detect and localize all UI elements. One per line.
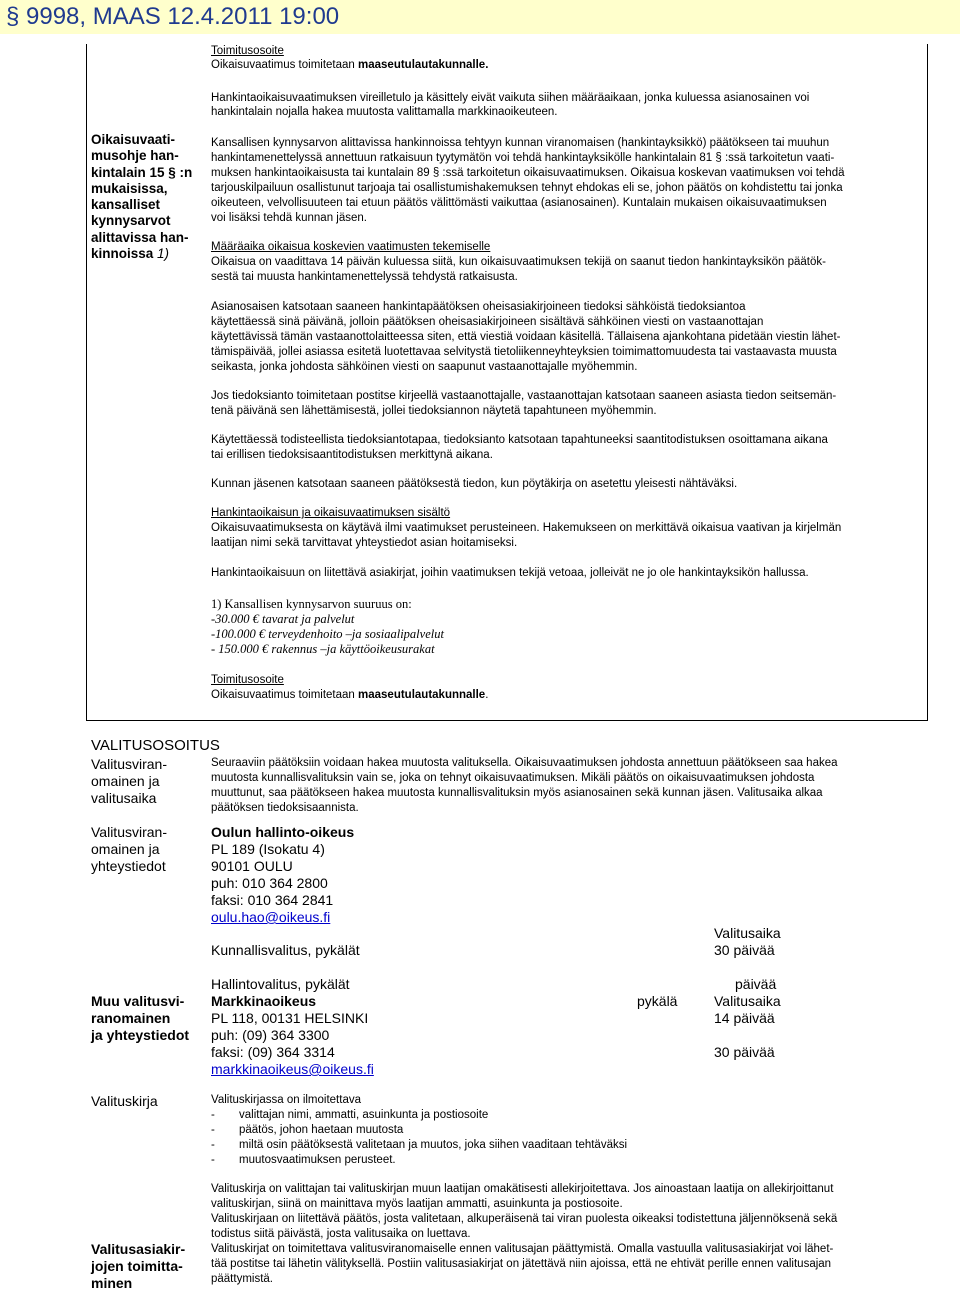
paragraph-line: Hankintaoikaisuvaatimuksen vireilletulo ja käsittely eivät vaikuta siihen määräaikaan, jonka kuluessa asianosainen voi — [211, 92, 810, 104]
paragraph-line: tai erillisen tiedoksisaantitodistuksen merkittynä aikana. — [211, 449, 493, 461]
paragraph-line: käytettäessä sinä päivänä, jolloin päätöksen oheisasiakirjoineen sisältävä sähköinen viesti on vastaanottajan — [211, 316, 764, 328]
paragraph-line: Käytettäessä todisteellista tiedoksiantotapaa, tiedoksianto katsotaan tapahtuneeksi saantitodistuksen osoittamana aikana — [211, 434, 828, 446]
paragraph-line: valituskirjan, siinä on mainittava myös laatijan ammatti, asuinkunta ja postiosoite. — [211, 1198, 623, 1210]
paragraph-line: todistus siitä päivästä, josta valitusaika on luettava. — [211, 1228, 471, 1240]
appeal-letter-label: Valituskirja — [91, 1093, 158, 1109]
paragraph-line: Kunnan jäsenen katsotaan saaneen päätöksestä tiedon, kun pöytäkirja on asetettu yleisesti nähtäväksi. — [211, 478, 738, 490]
appeal-contact-label: Valitusviran- omainen ja yhteystiedot — [91, 824, 167, 874]
paragraph-line: Valituskirjat on toimitettava valitusviranomaiselle ennen valitusajan päättymistä. Omalla vastuulla valitusasiakirjat voi lähet- — [211, 1243, 834, 1255]
paragraph-line: Asianosaisen katsotaan saaneen hankintapäätöksen oheisasiakirjoineen tiedoksi sähköistä tiedoksiantoa — [211, 301, 746, 313]
paragraph-line: päättymistä. — [211, 1273, 273, 1285]
delivery-line: Oikaisuvaatimus toimitetaan maaseutulautakunnalle. — [211, 689, 489, 701]
market-days-1: 14 päivää — [714, 1010, 775, 1026]
paragraph-line: tarjouskilpailuun osallistunut tarjoaja tai osallistumishakemuksen tehnyt ehdokas eli se, johon päätös on kohdistettu tai jonka — [211, 182, 843, 194]
paragraph-line: tää postitse tai lähetin välityksellä. Postiin valitusasiakirjat on jätettävä niin ajoissa, että ne ehtivät perille ennen valitusajan — [211, 1258, 832, 1270]
administrative-appeal: Hallintovalitus, pykälät — [211, 976, 350, 992]
footnote-line: - 150.000 € rakennus –ja käyttöoikeusurakat — [211, 642, 435, 656]
paragraph-line: Hankintaoikaisuun on liitettävä asiakirjat, joihin vaatimuksen tekijä vetoaa, jolleivät ne jo ole hankintayksikön hallussa. — [211, 567, 809, 579]
letter-item: - miltä osin päätöksestä valitetaan ja muutos, joka siihen vaaditaan tehtäväksi — [211, 1139, 628, 1151]
municipal-appeal-days: 30 päivää — [714, 942, 775, 958]
paragraph-line: muutosta kunnallisvalituksin vain se, joka on tehnyt oikaisuvaatimuksen. Mikäli päätös on oikaisuvaatimuksen johdosta — [211, 772, 815, 784]
footnote-line: -30.000 € tavarat ja palvelut — [211, 612, 355, 626]
content-heading: Hankintaoikaisun ja oikaisuvaatimuksen sisältö — [211, 507, 451, 519]
paragraph-line: laatijan nimi sekä tarvittavat yhteystiedot asian hoitamiseksi. — [211, 537, 518, 549]
paragraph-line: päätöksen tiedoksisaannista. — [211, 802, 359, 814]
letter-item: - muutosvaatimuksen perusteet. — [211, 1154, 396, 1166]
court-email-link[interactable]: oulu.hao@oikeus.fi — [211, 909, 331, 925]
appeal-period-label: Valitusaika — [714, 993, 781, 1009]
appeal-period-label: Valitusaika — [714, 925, 781, 941]
market-court-phone: puh: (09) 364 3300 — [211, 1027, 330, 1043]
other-authority-label: Muu valitusvi- ranomainen ja yhteystiedot — [91, 993, 190, 1043]
market-court-fax: faksi: (09) 364 3314 — [211, 1044, 335, 1060]
page-header — [0, 0, 960, 34]
letter-intro: Valituskirjassa on ilmoitettava — [211, 1094, 361, 1106]
paragraph-line: tämispäivää, jollei asiassa esitetä luotettavaa selvitystä tietoliikenneyhteyksien toimimattomuudesta tai vastaavasta muusta — [211, 346, 837, 358]
paragraph-line: Oikaisuvaatimuksesta on käytävä ilmi vaatimukset perusteineen. Hakemukseen on merkittävä oikaisua vaativan ja kirjelmän — [211, 522, 842, 534]
paragraph-line: tenä päivänä sen lähettämisestä, jollei tiedoksiannon näytetä tapahtuneen myöhemmin. — [211, 405, 657, 417]
market-court-name: Markkinaoikeus — [211, 993, 317, 1009]
paragraph-line: Valituskirja on valittajan tai valituskirjan muun laatijan omakätisesti allekirjoitettava. Jos ainoastaan laatija on allekirjoittanut — [211, 1183, 834, 1195]
paragraph-line: käytettävissä tämän vastaanottolaitteessa siten, että viestiä voidaan käsitellä. Tällaisena ajankohtana pidetään viestin lähet- — [211, 331, 841, 343]
documents-delivery-label: Valitusasiakir- jojen toimitta- minen — [91, 1241, 186, 1291]
paragraph-line: muuttunut, saa päätökseen hakea muutosta kunnallisvalituksin myös asianosainen sekä kunnan jäsen. Valitusaika alkaa — [211, 787, 823, 799]
section-title: § 9998, MAAS 12.4.2011 19:00 — [6, 3, 340, 30]
court-fax: faksi: 010 364 2841 — [211, 892, 334, 908]
court-postal: 90101 OULU — [211, 858, 293, 874]
paragraph-line: hankintalain nojalla hakea muutosta valittamalla markkinaoikeuteen. — [211, 106, 558, 118]
sidebar-heading: Oikaisuvaati- musohje han- kintalain 15 § :n mukaisissa, kansalliset kynnysarvot alittavissa han- kinnoissa 1) — [91, 132, 193, 262]
paragraph-line: seikasta, jonka johdosta sähköinen viesti on saapunut vastaanottajalle myöhemmin. — [211, 361, 638, 373]
appeal-title: VALITUSOSOITUS — [91, 737, 220, 754]
municipal-appeal: Kunnallisvalitus, pykälät — [211, 942, 360, 958]
footnote-line: -100.000 € terveydenhoito –ja sosiaalipalvelut — [211, 627, 444, 641]
letter-item: - päätös, johon haetaan muutosta — [211, 1124, 404, 1136]
paragraph-line: Valituskirjaan on liitettävä päätös, josta valitetaan, alkuperäisenä tai viran puolesta oikeaksi todistettuna jäljennöksenä sekä — [211, 1213, 838, 1225]
appeal-authority-label: Valitusviran- omainen ja valitusaika — [91, 756, 167, 806]
letter-item: - valittajan nimi, ammatti, asuinkunta ja postiosoite — [211, 1109, 489, 1121]
court-phone: puh: 010 364 2800 — [211, 875, 328, 891]
paragraph-line: Jos tiedoksianto toimitetaan postitse kirjeellä vastaanottajalle, vastaanottajan katsotaan saaneen asiasta tiedon seitsemän- — [211, 390, 837, 402]
market-court-email-link[interactable]: markkinaoikeus@oikeus.fi — [211, 1061, 374, 1077]
market-days-2: 30 päivää — [714, 1044, 775, 1060]
paragraph-line: sestä tai muusta hankintamenettelyssä tehdystä ratkaisusta. — [211, 271, 518, 283]
paragraph-line: Oikaisua on vaadittava 14 päivän kuluessa siitä, kun oikaisuvaatimuksen tekijä on saanut tiedon hankintayksikön päätök- — [211, 256, 826, 268]
delivery-label: Toimitusosoite — [211, 45, 284, 57]
paragraph-line: muksen hankintaoikaisusta tai kuntalain 89 § :ssä tarkoitetun oikaisuvaatimuksen. Oikaisua koskevan vaatimuksen voi tehdä — [211, 167, 845, 179]
court-address: PL 189 (Isokatu 4) — [211, 841, 325, 857]
footnote-line: 1) Kansallisen kynnysarvon suuruus on: — [211, 597, 412, 611]
administrative-appeal-days: päivää — [735, 976, 777, 992]
paragraph-line: Kansallisen kynnysarvon alittavissa hankinnoissa tehtyyn kunnan viranomaisen (hankintayksikkö) päätökseen tai muuhun — [211, 137, 830, 149]
court-name: Oulun hallinto-oikeus — [211, 824, 355, 840]
paragraph-line: hankintamenettelyssä annettuun ratkaisuun tyytymätön voi tehdä hankintayksikölle hankintalain 81 § :ssä tarkoitetun vaati- — [211, 152, 835, 164]
delivery-line: Oikaisuvaatimus toimitetaan maaseutulautakunnalle. — [211, 59, 489, 71]
delivery-label: Toimitusosoite — [211, 674, 284, 686]
market-court-address: PL 118, 00131 HELSINKI — [211, 1010, 369, 1026]
deadline-heading: Määräaika oikaisua koskevien vaatimusten tekemiselle — [211, 241, 491, 253]
paragraph-line: voi lisäksi tehdä kunnan jäsen. — [211, 212, 367, 224]
paragraph-line: Seuraaviin päätöksiin voidaan hakea muutosta valituksella. Oikaisuvaatimuksen johdosta annettuun päätökseen saa hakea — [211, 757, 838, 769]
section-label: pykälä — [637, 993, 678, 1009]
paragraph-line: oikeuteen, velvollisuuteen tai etuun päätös välittömästi vaikuttaa (asianosainen). Kuntalain mukaisen oikaisuvaatimuksen — [211, 197, 827, 209]
